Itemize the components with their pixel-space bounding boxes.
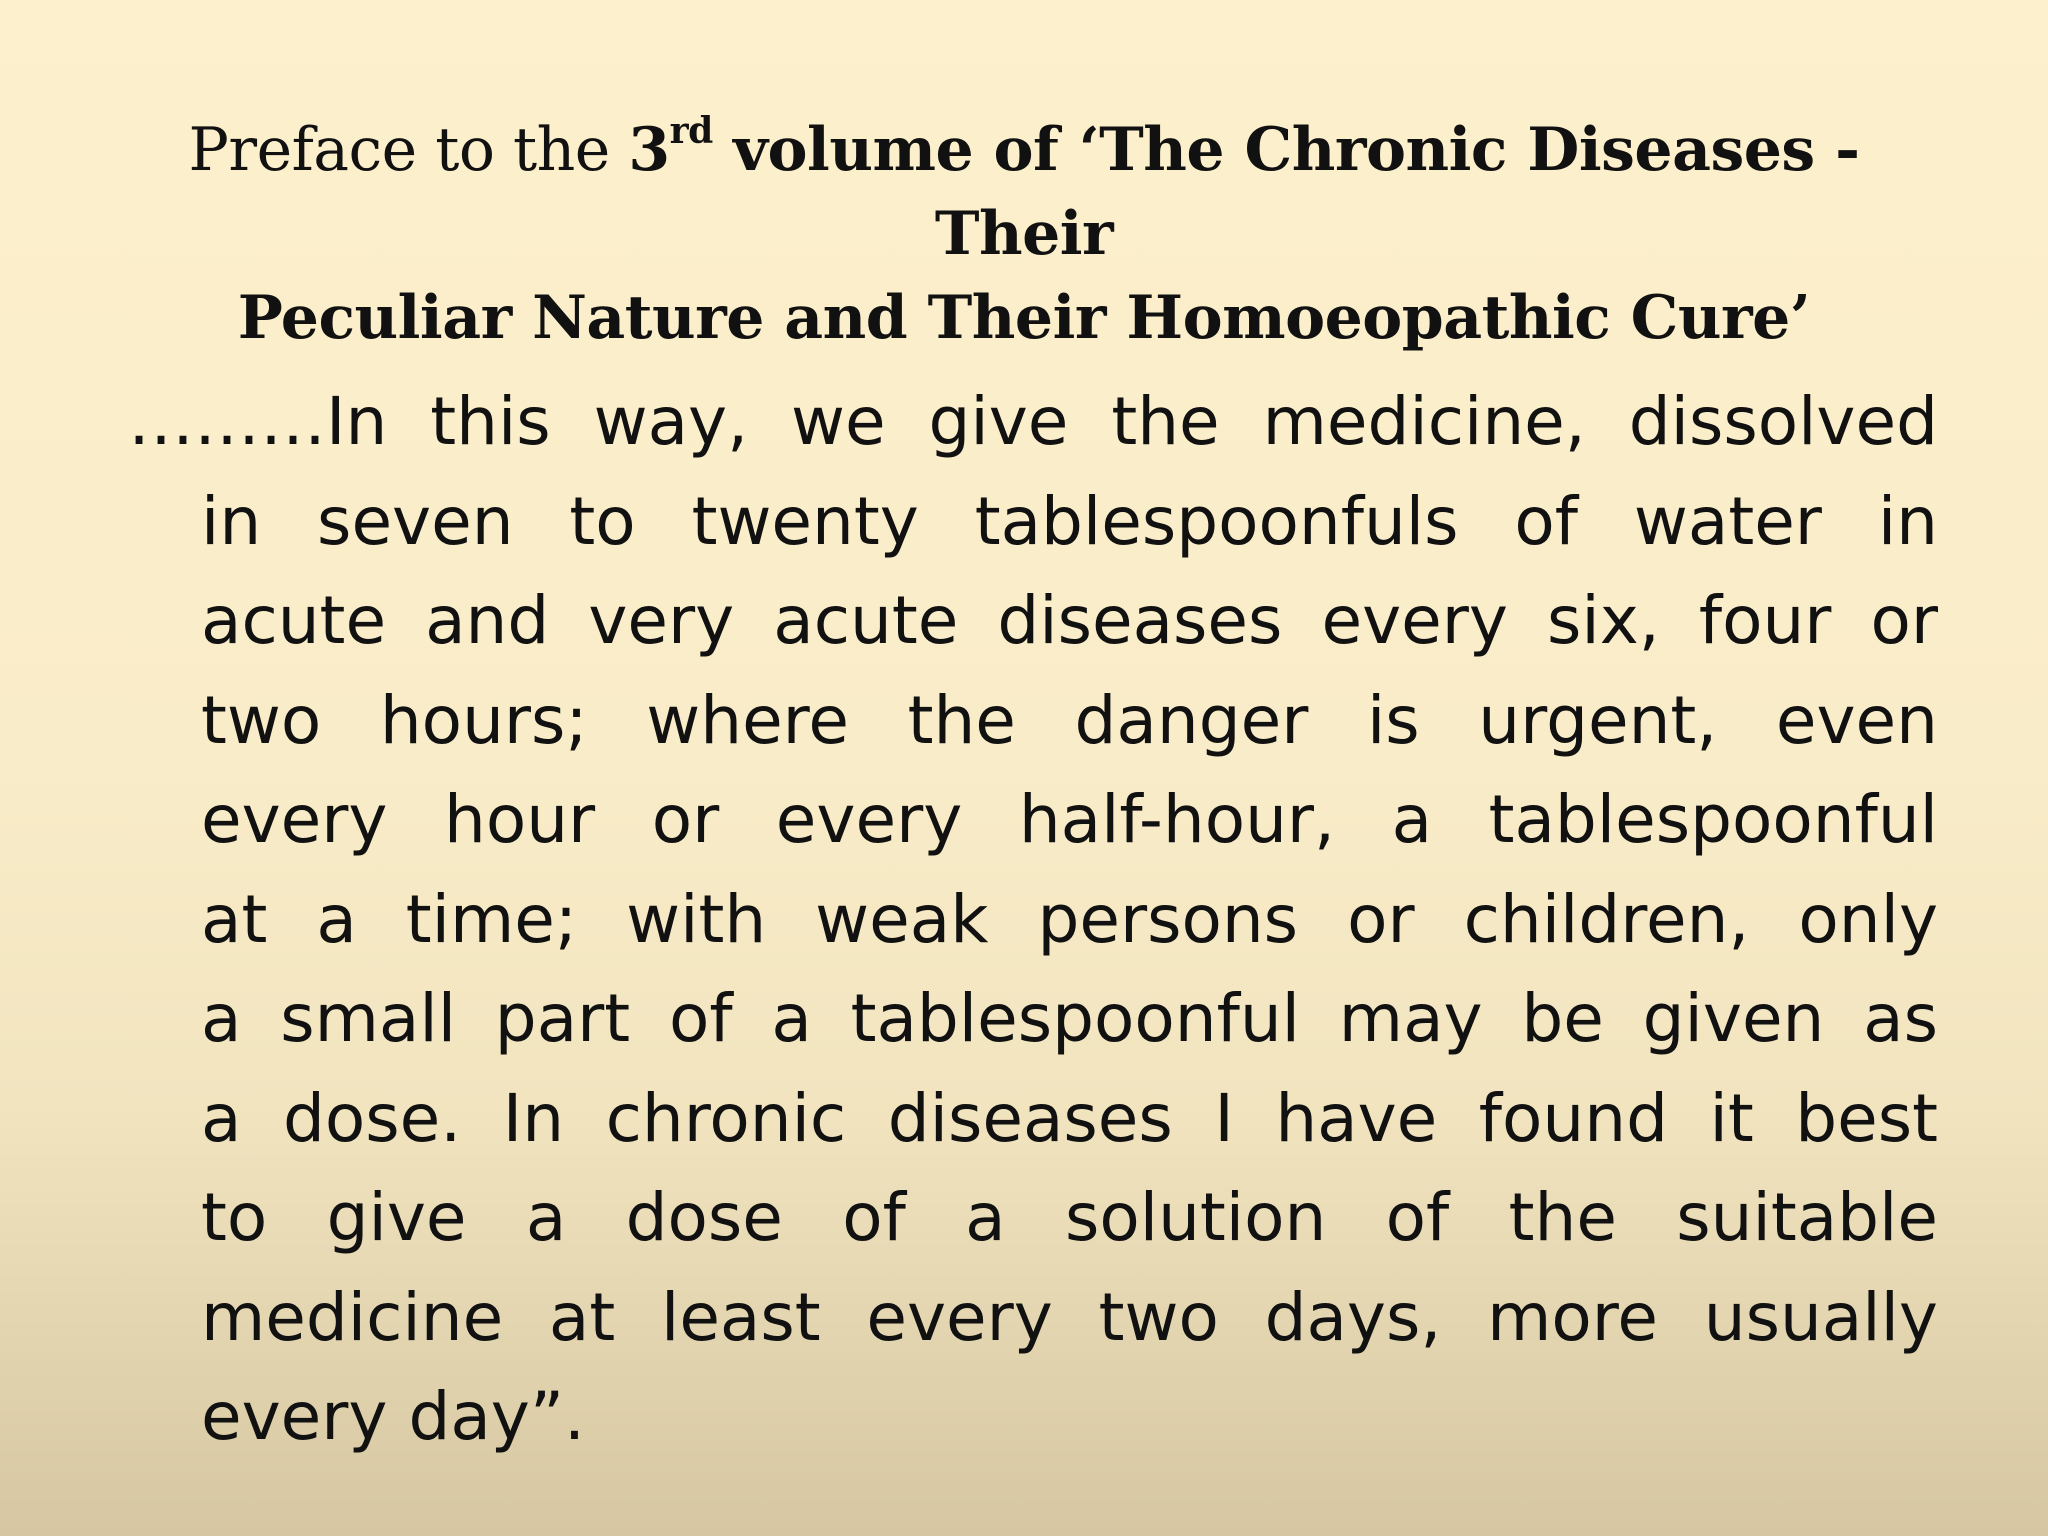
quote-line: every hour or every half-hour, a tablespoonful <box>201 781 1938 858</box>
title-rest-line-1: volume of ‘The Chronic Diseases - Their <box>712 115 1860 269</box>
quote-line: every day”. <box>201 1378 586 1455</box>
title-prefix: Preface to the <box>188 115 629 185</box>
title-line-2: Peculiar Nature and Their Homoeopathic Cure’ <box>237 283 1811 353</box>
quote-line: to give a dose of a solution of the suitable <box>201 1179 1938 1256</box>
quote-line: in seven to twenty tablespoonfuls of water in <box>201 482 1938 560</box>
quote-line: ………In this way, we give the medicine, dissolved <box>128 383 1938 460</box>
quote-body <box>128 372 1938 1467</box>
title-volume-number: 3 <box>628 115 670 185</box>
quote-line: acute and very acute diseases every six, four or <box>201 582 1938 659</box>
quote-line: two hours; where the danger is urgent, even <box>201 681 1938 759</box>
quote-line: a dose. In chronic diseases I have found it best <box>201 1079 1938 1157</box>
quote-line: a small part of a tablespoonful may be given as <box>201 980 1938 1057</box>
title-line-1 <box>120 108 1928 276</box>
quote-line: at a time; with weak persons or children, only <box>201 880 1938 958</box>
title-volume-suffix: rd <box>669 110 713 152</box>
slide-title <box>120 108 1928 360</box>
quote-line: medicine at least every two days, more usually <box>201 1278 1938 1356</box>
